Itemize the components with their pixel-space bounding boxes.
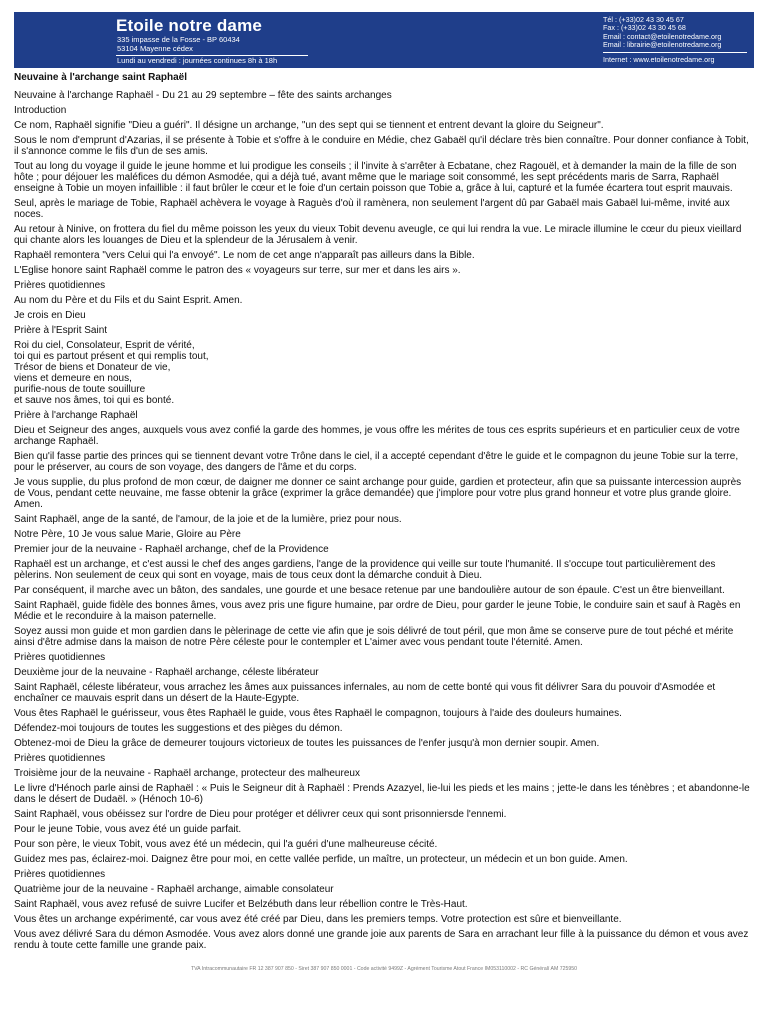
paragraph: Sous le nom d'emprunt d'Azarias, il se présente à Tobie et s'offre à le conduire en Médie, chez Gabaël qu'il déclare très bien connaître. Pour donner confiance à Tobit, il s'annonce comme le fils d'un de ses amis. — [14, 135, 749, 157]
header-banner — [14, 12, 754, 68]
paragraph: Quatrième jour de la neuvaine - Raphaël archange, aimable consolateur — [14, 884, 334, 895]
paragraph: Vous êtes Raphaël le guérisseur, vous êtes Raphaël le guide, vous êtes Raphaël le compagnon, toujours à l'aide des douleurs humaines. — [14, 708, 622, 719]
paragraph: L'Eglise honore saint Raphaël comme le patron des « voyageurs sur terre, sur mer et dans les airs ». — [14, 265, 461, 276]
paragraph: Pour le jeune Tobie, vous avez été un guide parfait. — [14, 824, 242, 835]
document-title: Neuvaine à l'archange saint Raphaël — [14, 72, 187, 83]
paragraph: Deuxième jour de la neuvaine - Raphaël archange, céleste libérateur — [14, 667, 319, 678]
website-link[interactable]: Internet : www.etoilenotredame.org — [603, 55, 715, 64]
paragraph: Je crois en Dieu — [14, 310, 86, 321]
paragraph: Seul, après le mariage de Tobie, Raphaël achèvera le voyage à Raguès d'où il ramènera, non seulement l'argent dû par Gabaël mais Gabaël lui-même, invité aux noces. — [14, 198, 730, 220]
paragraph: Introduction — [14, 105, 67, 116]
paragraph: Prières quotidiennes — [14, 280, 106, 291]
paragraph: Prières quotidiennes — [14, 753, 106, 764]
paragraph: Prières quotidiennes — [14, 869, 106, 880]
paragraph: Saint Raphaël, ange de la santé, de l'amour, de la joie et de la lumière, priez pour nous. — [14, 514, 402, 525]
document-body — [14, 72, 754, 955]
paragraph: Saint Raphaël, guide fidèle des bonnes âmes, vous avez pris une figure humaine, par ordre de Dieu, pour garder le jeune Tobie, le conduire sain et sauf à Ragès en Médie et le reconduire à la maison paternelle. — [14, 600, 741, 622]
paragraph: Vous avez délivré Sara du démon Asmodée. Vous avez alors donné une grande joie aux parents de Sara en arrachant leur fille à la puissance du démon et vous avez rendu à toute cette famille une grande paix. — [14, 929, 749, 951]
paragraph: Soyez aussi mon guide et mon gardien dans le pèlerinage de cette vie afin que je sois délivré de tout péril, que mon âme se conserve pure de tout péché et mérite ainsi d'être admise dans la maison de notre Père céleste pour le contempler et L'aimer avec vous pendant toute l'éternité. Amen. — [14, 626, 734, 648]
paragraph: Tout au long du voyage il guide le jeune homme et lui prodigue les conseils ; il l'invite à s'arrêter à Ecbatane, chez Ragouël, et à demander la main de la fille de son hôte ; pour déjouer les maléfices du démon Asmodée, qui a déjà tué, avant même que le mariage soit consommé, les sept précédents maris de Sarra, Raphaël enseigne à Tobie un moyen infaillible : il faut brûler le cœur et le foie d'un certain poisson que Tobie a, grâce à lui, capturé et la fumée écartera tout esprit mauvais. — [14, 161, 737, 194]
address-line-1: 335 impasse de la Fosse - BP 60434 — [117, 35, 240, 44]
email-contact-link[interactable]: Email : contact@etoilenotredame.org — [603, 31, 722, 41]
paragraph: Guidez mes pas, éclairez-moi. Daignez être pour moi, en cette vallée perfide, un maître, un protecteur, un médecin et un bon guide. Amen. — [14, 854, 628, 865]
contact-block — [603, 16, 721, 49]
paragraph: Au nom du Père et du Fils et du Saint Esprit. Amen. — [14, 295, 243, 306]
paragraph: Prières quotidiennes — [14, 652, 106, 663]
email-library-link[interactable]: Email : librairie@etoilenotredame.org — [603, 39, 722, 49]
paragraph: Saint Raphaël, vous obéissez sur l'ordre de Dieu pour protéger et délivrer ceux qui sont prisonniersde l'ennemi. — [14, 809, 507, 820]
paragraph: Ce nom, Raphaël signifie "Dieu a guéri". Il désigne un archange, "un des sept qui se tiennent et entrent devant la gloire du Seigneur". — [14, 120, 604, 131]
paragraph: Je vous supplie, du plus profond de mon cœur, de daigner me donner ce saint archange pour guide, gardien et protecteur, afin que sa puissante intercession auprès de Vous, pendant cette neuvaine, me fasse obtenir la grâce (exprimer la grâce demandée) que j'implore pour votre plus grand honneur et votre plus grande gloire. Amen. — [14, 477, 742, 510]
paragraph: Prière à l'Esprit Saint — [14, 325, 108, 336]
paragraph: Raphaël remontera "vers Celui qui l'a envoyé". Le nom de cet ange n'apparaît pas ailleurs dans la Bible. — [14, 250, 475, 261]
paragraph: Neuvaine à l'archange Raphaël - Du 21 au 29 septembre – fête des saints archanges — [14, 90, 392, 101]
paragraph: Premier jour de la neuvaine - Raphaël archange, chef de la Providence — [14, 544, 329, 555]
paragraph: Par conséquent, il marche avec un bâton, des sandales, une gourde et une besace retenue par une bandoulière autour de son épaule. C'est un être bienveillant. — [14, 585, 725, 596]
phone: Tél : (+33)02 43 30 45 67 — [603, 15, 684, 24]
brand-name: Etoile notre dame — [116, 16, 263, 35]
paragraph: Défendez-moi toujours de toutes les suggestions et des pièges du démon. — [14, 723, 343, 734]
paragraph: Troisième jour de la neuvaine - Raphaël archange, protecteur des malheureux — [14, 768, 360, 779]
opening-hours: Lundi au vendredi : journées continues 8h à 18h — [117, 56, 278, 65]
paragraph: Le livre d'Hénoch parle ainsi de Raphaël : « Puis le Seigneur dit à Raphaël : Prends Azazyel, lie-lui les pieds et les mains ; jette-le dans les ténèbres ; et abandonne-le dans le désert de Dudaël. » (Hénoch 10-6) — [14, 783, 750, 805]
paragraph: Roi du ciel, Consolateur, Esprit de vérité, toi qui es partout présent et qui remplis tout, Trésor de biens et Donateur de vie, viens et demeure en nous, purifie-nous de toute souillure et sauve nos âmes, toi qui es bonté. — [14, 340, 209, 406]
legal-footer: TVA Intracommunautaire FR 12 387 907 850 - Siret 387 907 850 0001 - Code activité 9499Z - Agrément Tourisme Atout France IM053110002 - RC Généralí AM 725950 — [190, 966, 578, 972]
paragraph: Prière à l'archange Raphaël — [14, 410, 138, 421]
paragraph: Au retour à Ninive, on frottera du fiel du même poisson les yeux du vieux Tobit devenu aveugle, ce qui lui rendra la vue. Le miracle illumine le cœur du pieux vieillard qui chante alors les louanges de Dieu et la splendeur de la Jérusalem à venir. — [14, 224, 742, 246]
paragraph: Obtenez-moi de Dieu la grâce de demeurer toujours victorieux de toutes les puissances de l'enfer jusqu'à mon dernier soupir. Amen. — [14, 738, 600, 749]
contact-divider — [603, 52, 747, 53]
paragraph: Vous êtes un archange expérimenté, car vous avez été créé par Dieu, dans les premiers temps. Votre protection est sûre et bienveillante. — [14, 914, 622, 925]
paragraph: Raphaël est un archange, et c'est aussi le chef des anges gardiens, l'ange de la providence qui veille sur toute l'humanité. Il s'occupe tout particulièrement des pèlerins. Non seulement de ceux qui sont en voyage, mais de tous ceux dont la démarche conduit à Dieu. — [14, 559, 716, 581]
address-line-2: 53104 Mayenne cédex — [117, 44, 193, 53]
paragraph-list — [14, 90, 754, 951]
fax: Fax : (+33)02 43 30 45 68 — [603, 23, 686, 33]
paragraph: Saint Raphaël, vous avez refusé de suivre Lucifer et Belzébuth dans leur rébellion contre le Très-Haut. — [14, 899, 468, 910]
paragraph: Pour son père, le vieux Tobit, vous avez été un médecin, qui l'a guéri d'une malheureuse cécité. — [14, 839, 438, 850]
paragraph: Saint Raphaël, céleste libérateur, vous arrachez les âmes aux puissances infernales, au nom de cette bonté qui vous fit délivrer Sara du pouvoir d'Asmodée et enchaîner ce mauvais esprit dans un désert de la Haute-Egypte. — [14, 682, 716, 704]
paragraph: Bien qu'il fasse partie des princes qui se tiennent devant votre Trône dans le ciel, il a accepté cependant d'être le guide et le compagnon du jeune Tobie sur la terre, pour le préserver, au cours de son voyage, des dangers de l'âme et du corps. — [14, 451, 739, 473]
paragraph: Notre Père, 10 Je vous salue Marie, Gloire au Père — [14, 529, 241, 540]
paragraph: Dieu et Seigneur des anges, auxquels vous avez confié la garde des hommes, je vous offre les mérites de tous ces esprits supérieurs et en particulier ceux de votre archange Raphaël. — [14, 425, 740, 447]
